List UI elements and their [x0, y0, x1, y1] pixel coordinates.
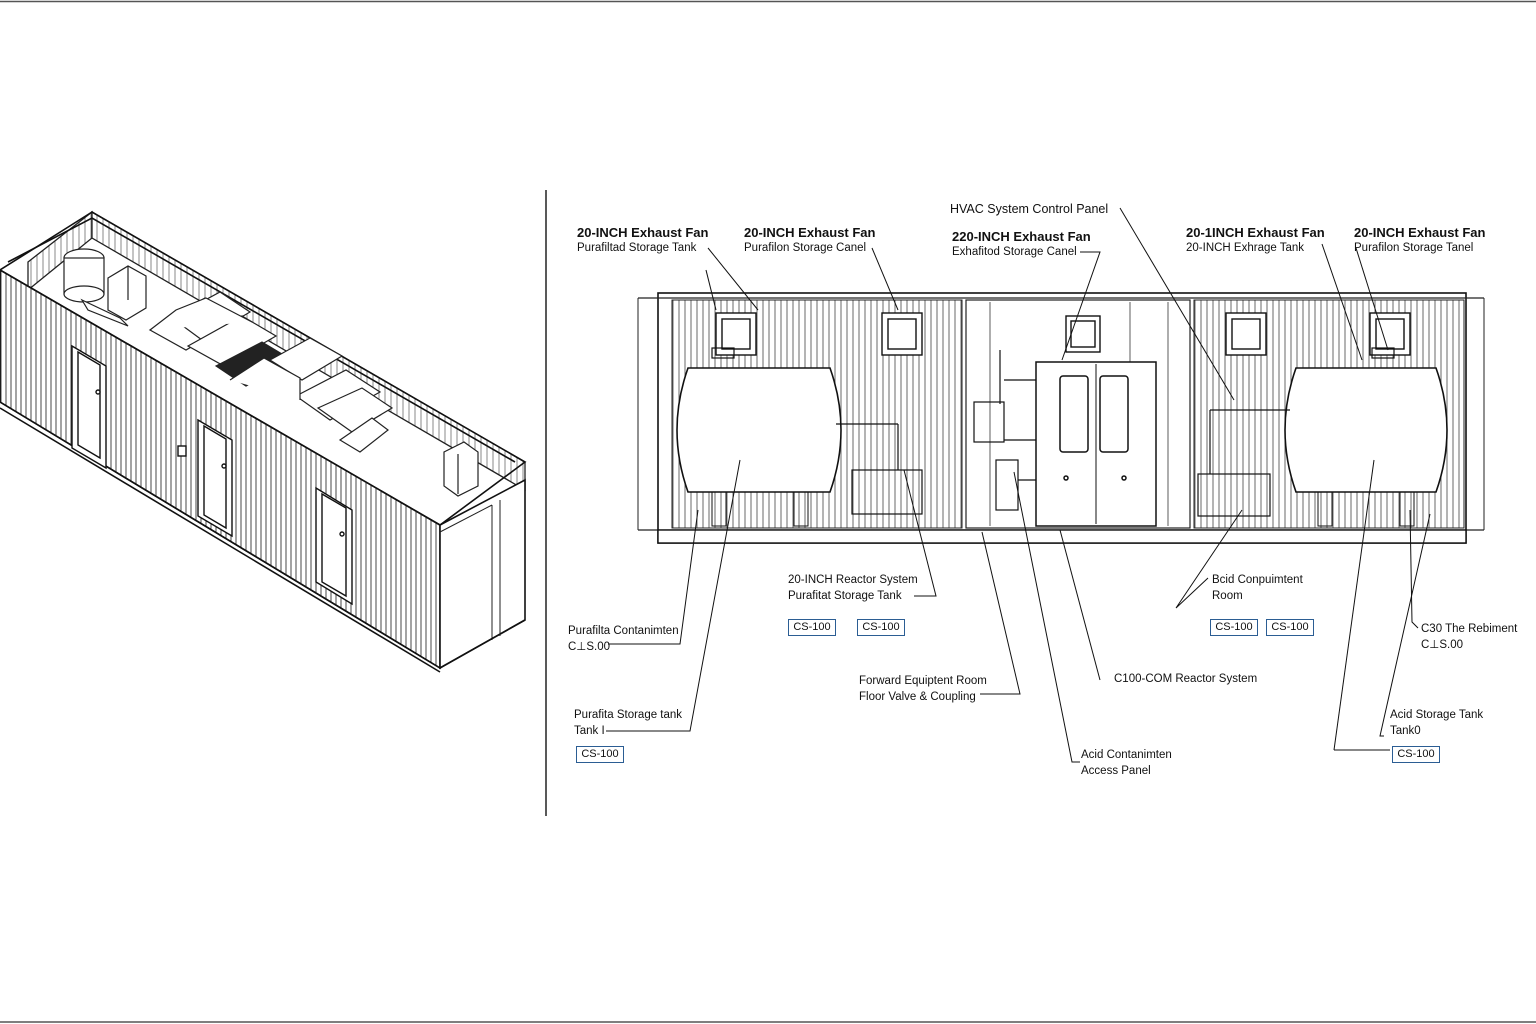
callout-c100-reactor-system: C100-COM Reactor System [1114, 673, 1258, 685]
cs-tag-4: CS-100 [1266, 619, 1314, 636]
cs-tag-5: CS-100 [576, 746, 624, 763]
callout-purafil-containment: Purafilta Contanimten C⊥S.00 [568, 625, 679, 653]
cs-tag-1: CS-100 [788, 619, 836, 636]
cs-tag-2: CS-100 [857, 619, 905, 636]
callout-exhaust-fan-4: 20-1INCH Exhaust Fan 20-INCH Exhrage Tank [1186, 225, 1325, 254]
callout-acid-containment-room: Bcid Conpuimtent Room [1212, 574, 1303, 602]
callout-exhaust-fan-1: 20-INCH Exhaust Fan Purafiltad Storage Tank [577, 225, 709, 254]
elevation-reactor-cabinet [1036, 362, 1156, 526]
callout-exhaust-fan-5: 20-INCH Exhaust Fan Purafilon Storage Tanel [1354, 225, 1486, 254]
callout-exhaust-fan-3: 220-INCH Exhaust Fan Exhafitod Storage Canel [952, 229, 1091, 258]
callout-hvac-control-panel: HVAC System Control Panel [950, 202, 1109, 216]
cs-tag-3: CS-100 [1210, 619, 1258, 636]
callout-acid-storage-tank: Acid Storage Tank Tank0 [1390, 709, 1484, 737]
cs-tag-6: CS-100 [1392, 746, 1440, 763]
callout-reactor-system: 20-INCH Reactor System Purafitat Storage Tank [788, 574, 918, 602]
callout-c30-rebiment: C30 The Rebiment C⊥S.00 [1421, 623, 1518, 651]
callout-purafil-storage-tank: Purafita Storage tank Tank I [574, 709, 683, 737]
callout-exhaust-fan-2: 20-INCH Exhaust Fan Purafilon Storage Canel [744, 225, 876, 254]
callout-forward-equipment-room: Forward Equiptent Room Floor Valve & Coupling [859, 675, 987, 703]
callout-acid-containment-access-panel: Acid Contanimten Access Panel [1081, 749, 1172, 777]
